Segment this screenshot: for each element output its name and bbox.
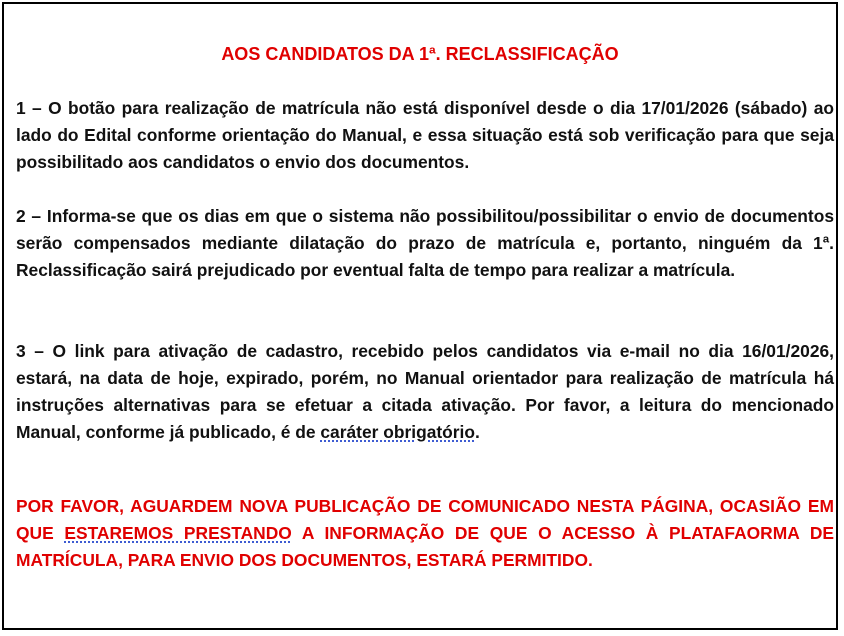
- paragraph-3-emphasis: caráter obrigatório: [320, 422, 476, 442]
- paragraph-3-end: .: [475, 422, 480, 442]
- paragraph-2: 2 – Informa-se que os dias em que o sistema não possibilitou/possibilitar o envio de documentos serão compensados mediante dilatação do prazo de matrícula e, portanto, ninguém da 1ª. Reclassificação sairá prejudicado por eventual falta de tempo para realizar a matrícula.: [16, 206, 834, 280]
- paragraph-4-after: A INFORMAÇÃO DE QUE O ACESSO À PLATAFAORMA DE MATRÍCULA, PARA ENVIO DOS DOCUMENTOS, ESTARÁ PERMITIDO.: [16, 523, 834, 570]
- paragraph-4-emphasis: ESTAREMOS PRESTANDO: [64, 523, 292, 543]
- notice-frame: [2, 2, 838, 630]
- paragraph-4-before: POR FAVOR, AGUARDEM NOVA PUBLICAÇÃO DE COMUNICADO NESTA PÁGINA, OCASIÃO EM QUE: [16, 496, 834, 543]
- paragraph-3: [16, 338, 834, 446]
- paragraph-1: 1 – O botão para realização de matrícula não está disponível desde o dia 17/01/2026 (sábado) ao lado do Edital conforme orientação do Manual, e essa situação está sob verificação para que seja possibilitado aos candidatos o envio dos documentos.: [16, 98, 834, 172]
- notice-title: AOS CANDIDATOS DA 1ª. RECLASSIFICAÇÃO: [221, 44, 619, 64]
- paragraph-4-warning: [16, 493, 834, 574]
- paragraph-3-text: 3 – O link para ativação de cadastro, recebido pelos candidatos via e-mail no dia 16/01/2026, estará, na data de hoje, expirado, porém, no Manual orientador para realização de matrícula há instruções alternativas para se efetuar a citada ativação. Por favor, a leitura do mencionado Manual, conforme já publicado, é de: [16, 341, 834, 442]
